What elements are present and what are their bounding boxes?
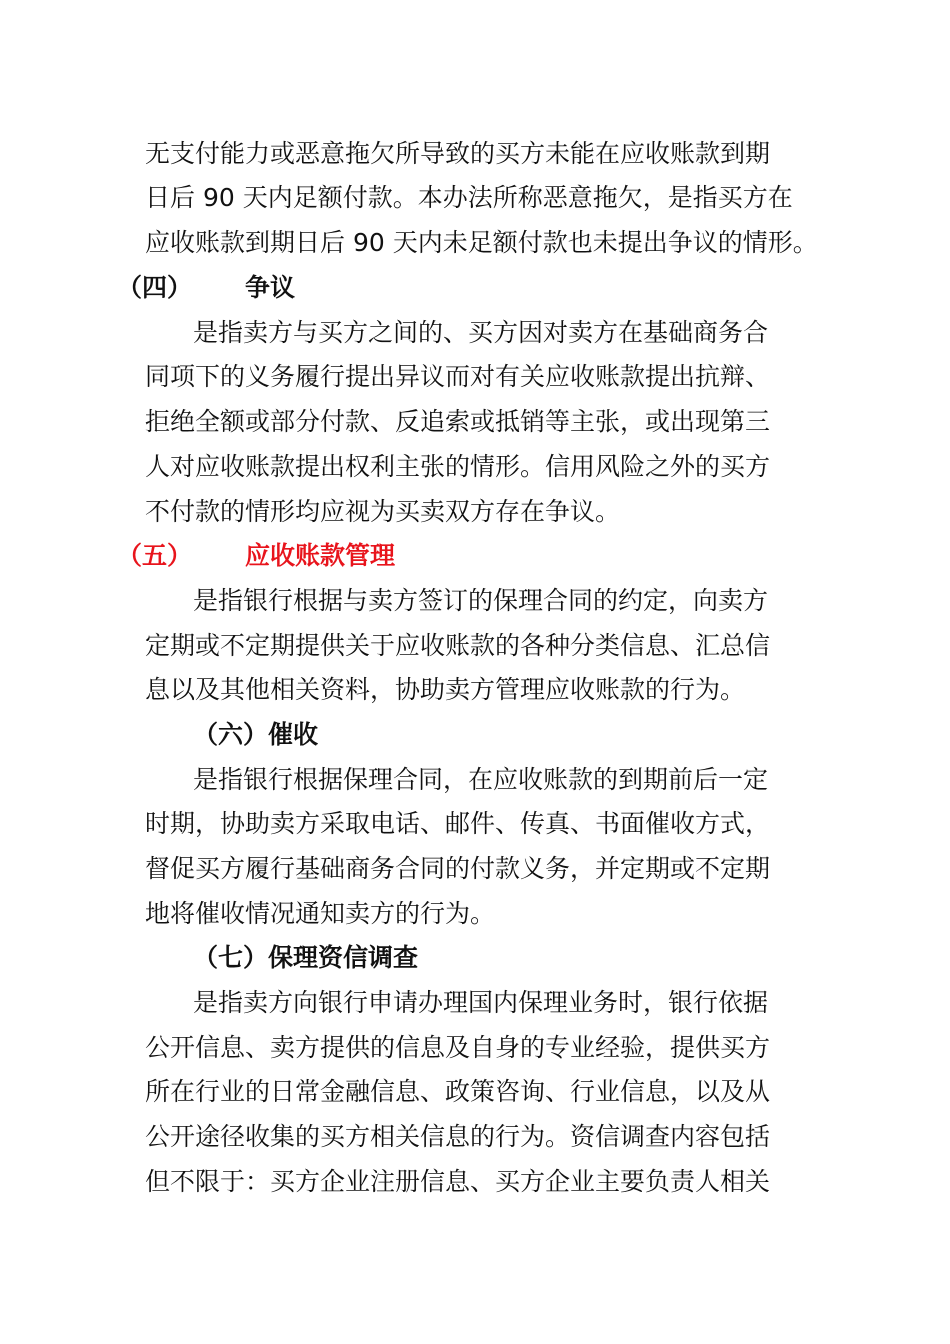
section7-line-1: 是指卖方向银行申请办理国内保理业务时，银行依据 (193, 988, 769, 1017)
section4-number: （四） (117, 273, 193, 302)
section4-line-1: 是指卖方与买方之间的、买方因对卖方在基础商务合 (193, 318, 769, 347)
intro-line-2: 日后 90 天内足额付款。本办法所称恶意拖欠，是指买方在 (145, 183, 793, 212)
section5-number: （五） (117, 541, 193, 570)
section4-title: 争议 (245, 273, 296, 302)
section6-heading: （六）催收 (193, 720, 319, 749)
section7-line-5: 但不限于：买方企业注册信息、买方企业主要负责人相关 (145, 1167, 771, 1196)
section5-line-2: 定期或不定期提供关于应收账款的各种分类信息、汇总信 (145, 631, 771, 660)
section7-line-3: 所在行业的日常金融信息、政策咨询、行业信息，以及从 (145, 1077, 771, 1106)
section6-line-3: 督促买方履行基础商务合同的付款义务，并定期或不定期 (145, 854, 771, 883)
section5-title: 应收账款管理 (245, 541, 396, 570)
section7-line-2: 公开信息、卖方提供的信息及自身的专业经验，提供买方 (145, 1033, 771, 1062)
section5-line-3: 息以及其他相关资料，协助卖方管理应收账款的行为。 (145, 675, 746, 704)
section6-line-4: 地将催收情况通知卖方的行为。 (145, 899, 496, 928)
section6-line-2: 时期，协助卖方采取电话、邮件、传真、书面催收方式， (145, 809, 771, 838)
section4-line-3: 拒绝全额或部分付款、反追索或抵销等主张，或出现第三 (145, 407, 771, 436)
section7-line-4: 公开途径收集的买方相关信息的行为。资信调查内容包括 (145, 1122, 771, 1151)
intro-line-1: 无支付能力或恶意拖欠所导致的买方未能在应收账款到期 (145, 139, 771, 168)
section4-line-5: 不付款的情形均应视为买卖双方存在争议。 (145, 497, 621, 526)
section4-line-4: 人对应收账款提出权利主张的情形。信用风险之外的买方 (145, 452, 771, 481)
section5-line-1: 是指银行根据与卖方签订的保理合同的约定，向卖方 (193, 586, 769, 615)
section4-line-2: 同项下的义务履行提出异议而对有关应收账款提出抗辩、 (145, 362, 771, 391)
section7-heading: （七）保理资信调查 (193, 943, 419, 972)
section6-line-1: 是指银行根据保理合同，在应收账款的到期前后一定 (193, 765, 769, 794)
intro-line-3: 应收账款到期日后 90 天内未足额付款也未提出争议的情形。 (145, 228, 818, 257)
